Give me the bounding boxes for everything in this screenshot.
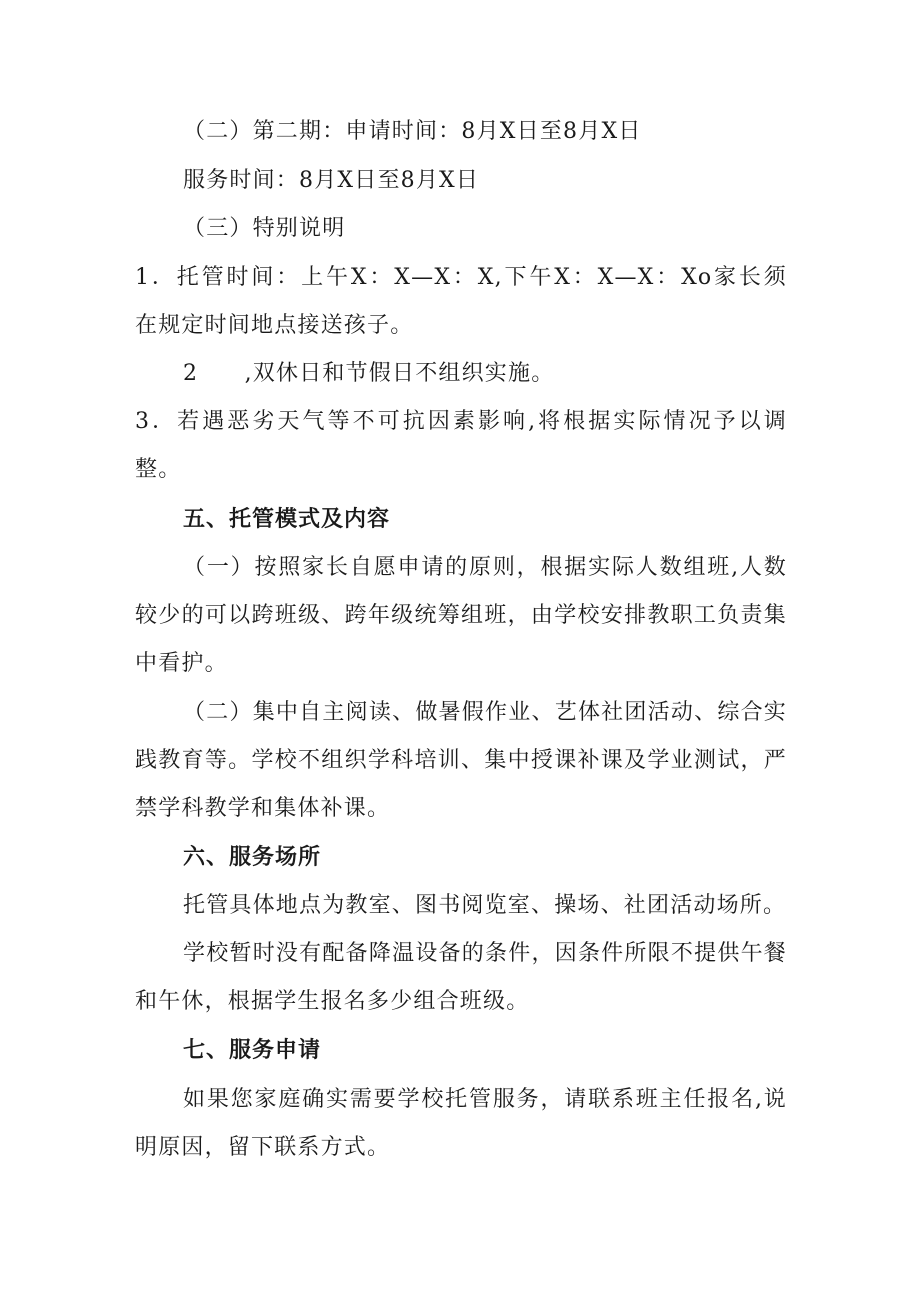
paragraph-phase-two-service-time: 服务时间：8月X日至8月X日 xyxy=(183,168,480,193)
paragraph-note-3-line-1: 3．若遇恶劣天气等不可抗因素影响,将根据实际情况予以调 xyxy=(135,409,787,434)
paragraph-note-3-line-2: 整。 xyxy=(135,457,182,482)
paragraph-special-notes-heading: （三）特别说明 xyxy=(183,216,346,241)
paragraph-5-1-line-3: 中看护。 xyxy=(135,651,228,676)
paragraph-5-1-line-1: （一）按照家长自愿申请的原则，根据实际人数组班,人数 xyxy=(183,555,787,580)
paragraph-phase-two-application-time: （二）第二期：申请时间：8月X日至8月X日 xyxy=(183,119,642,144)
paragraph-5-2-line-2: 践教育等。学校不组织学科培训、集中授课补课及学业测试，严 xyxy=(135,748,787,773)
paragraph-5-1-line-2: 较少的可以跨班级、跨年级统筹组班，由学校安排教职工负责集 xyxy=(135,603,787,628)
paragraph-note-1-line-2: 在规定时间地点接送孩子。 xyxy=(135,313,414,338)
paragraph-5-2-line-3: 禁学科教学和集体补课。 xyxy=(135,796,391,821)
paragraph-7-line-2: 明原因，留下联系方式。 xyxy=(135,1135,391,1160)
paragraph-note-1-line-1: 1．托管时间：上午X：X—X：X,下午X：X—X：Xo家长须 xyxy=(135,265,787,290)
paragraph-7-line-1: 如果您家庭确实需要学校托管服务，请联系班主任报名,说 xyxy=(183,1087,787,1112)
paragraph-5-2-line-1: （二）集中自主阅读、做暑假作业、艺体社团活动、综合实 xyxy=(183,700,787,725)
section-heading-5: 五、托管模式及内容 xyxy=(183,507,391,532)
section-heading-7: 七、服务申请 xyxy=(183,1038,322,1063)
paragraph-6-facilities-line-1: 学校暂时没有配备降温设备的条件，因条件所限不提供午餐 xyxy=(183,941,787,966)
paragraph-6-location: 托管具体地点为教室、图书阅览室、操场、社团活动场所。 xyxy=(183,893,787,918)
paragraph-note-2: 2 ,双休日和节假日不组织实施。 xyxy=(183,361,555,386)
paragraph-6-facilities-line-2: 和午休，根据学生报名多少组合班级。 xyxy=(135,989,530,1014)
section-heading-6: 六、服务场所 xyxy=(183,845,322,870)
